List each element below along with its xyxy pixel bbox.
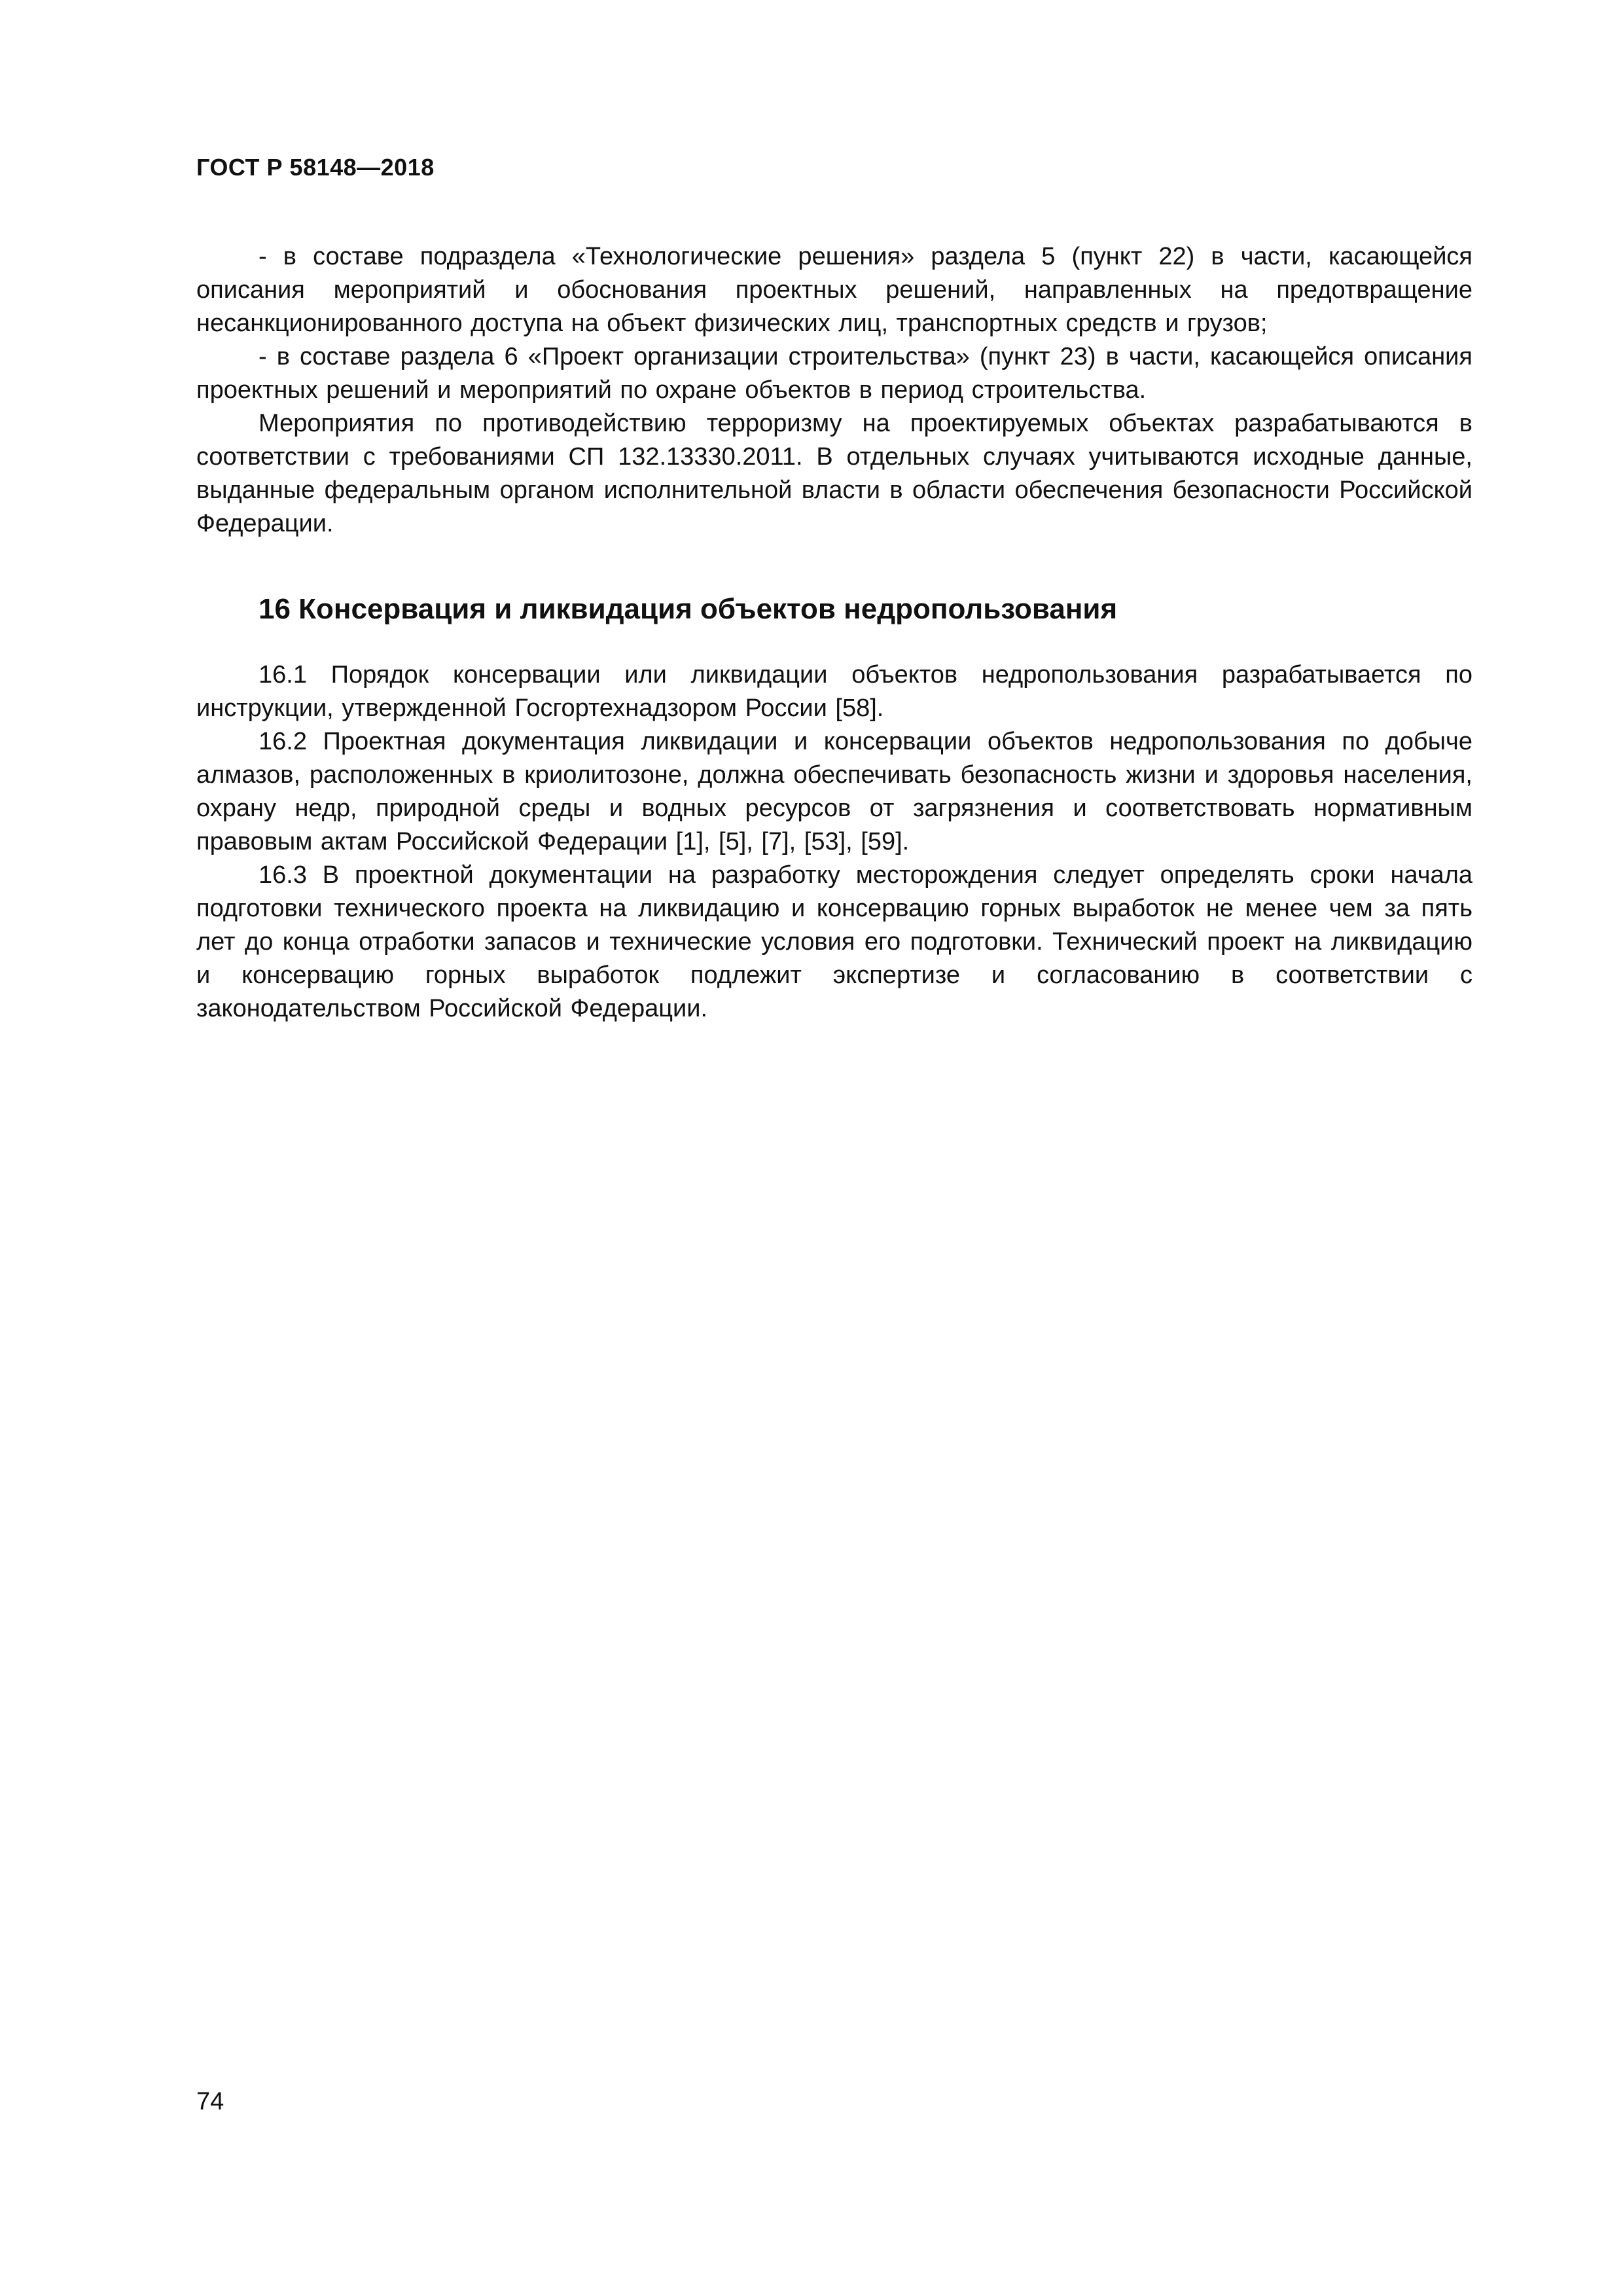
- section-16-heading: 16 Консервация и ликвидация объектов недропользования: [259, 593, 1118, 625]
- paragraph-16-3: 16.3 В проектной документации на разработку месторождения следует определять сроки начала подготовки технического проекта на ликвидацию и консервацию горных выработок не менее чем за пять лет до конца отработки запасов и технические условия его подготовки. Технический проект на ликвидацию и консервацию горных выработок подлежит экспертизе и согласованию в соответствии с законодательством Российской Федерации.: [196, 861, 1472, 1022]
- paragraph-list-item-2: - в составе раздела 6 «Проект организации строительства» (пункт 23) в части, касающейся описания проектных решений и мероприятий по охране объектов в период строительства.: [196, 343, 1472, 404]
- paragraph-terrorism-measures: Мероприятия по противодействию терроризму на проектируемых объектах разрабатываются в соответствии с требованиями СП 132.13330.2011. В отдельных случаях учитываются исходные данные, выданные федеральным органом исполнительной власти в области обеспечения безопасности Российской Федерации.: [196, 410, 1472, 537]
- document-body: [196, 240, 1472, 1026]
- paragraph-16-1: 16.1 Порядок консервации или ликвидации объектов недропользования разрабатывается по инструкции, утвержденной Госгортехнадзором России [58].: [196, 661, 1472, 722]
- paragraph-16-2: 16.2 Проектная документация ликвидации и консервации объектов недропользования по добыче алмазов, расположенных в криолитозоне, должна обеспечивать безопасность жизни и здоровья населения, охрану недр, природной среды и водных ресурсов от загрязнения и соответствовать нормативным правовым актам Российской Федерации [1], [5], [7], [53], [59].: [196, 728, 1472, 855]
- standard-number: ГОСТ Р 58148—2018: [196, 154, 435, 181]
- document-header: [196, 154, 1472, 181]
- paragraph-list-item-1: - в составе подраздела «Технологические решения» раздела 5 (пункт 22) в части, касающейся описания мероприятий и обоснования проектных решений, направленных на предотвращение несанкционированного доступа на объект физических лиц, транспортных средств и грузов;: [196, 243, 1472, 337]
- page-number: 74: [196, 2088, 224, 2115]
